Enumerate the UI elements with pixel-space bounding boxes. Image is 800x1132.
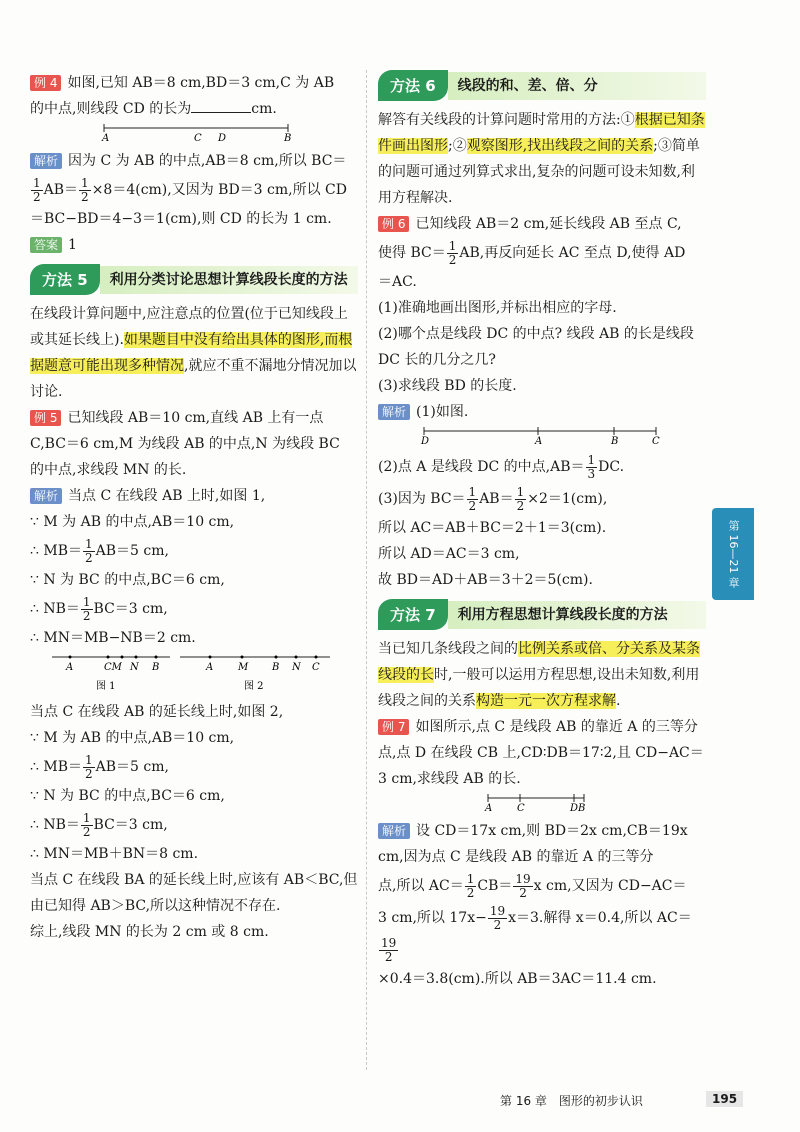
example-7-question: 例 7 如图所示,点 C 是线段 AB 的靠近 A 的三等分点,点 D 在线段 CB 上,CD∶DB＝17∶2,且 CD−AC＝3 cm,求线段 AB 的长.: [378, 719, 704, 787]
example-6-question: 例 6 已知线段 AB＝2 cm,延长线段 AB 至点 C,: [378, 211, 706, 237]
svg-text:B: B: [152, 662, 160, 673]
svg-text:A: A: [485, 803, 493, 814]
svg-text:A: A: [535, 436, 543, 447]
example-4-question: 例 4 如图,已知 AB＝8 cm,BD＝3 cm,C 为 AB: [30, 70, 358, 96]
method-7-text: 当已知几条线段之间的比例关系或倍、分关系及某条线段的长时,一般可以运用方程思想,设出未知数,利用线段之间的关系构造一元一次方程求解.: [378, 641, 700, 709]
method-5-header: [30, 264, 358, 295]
answer-blank: [191, 98, 251, 113]
method-title: 利用分类讨论思想计算线段长度的方法: [100, 266, 358, 294]
svg-text:A: A: [66, 662, 74, 673]
method-badge: 方法 5: [30, 264, 100, 295]
point-label: A: [102, 133, 110, 144]
chapter-side-tab: 第 16—21 章: [712, 508, 754, 600]
svg-text:图 2: 图 2: [244, 681, 264, 692]
svg-text:C: C: [312, 662, 320, 673]
fraction: $\frac{1}{2}$: [33, 175, 41, 204]
method-6-header: 方法 6 线段的和、差、倍、分: [378, 70, 706, 101]
chapter-footer: 第 16 章 图形的初步认识: [500, 1094, 643, 1108]
svg-text:D: D: [421, 436, 430, 447]
fraction: $\frac{1}{2}$: [81, 175, 89, 204]
figure-ex6: [378, 425, 706, 447]
svg-text:B: B: [611, 436, 619, 447]
svg-text:M: M: [238, 662, 249, 673]
point-label: C: [194, 133, 202, 144]
point-label: D: [218, 133, 227, 144]
example-5-question: 例 5 已知线段 AB＝10 cm,直线 AB 上有一点 C,BC＝6 cm,M 为线段 AB 的中点,N 为线段 BC 的中点,求线段 MN 的长.: [30, 410, 340, 478]
method-7-header: 方法 7 利用方程思想计算线段长度的方法: [378, 599, 706, 630]
right-column: 方法 6 线段的和、差、倍、分 解答有关线段的计算问题时常用的方法:①根据已知条件画出图形;②观察图形,找出线段之间的关系;③简单的问题可通过列算式求出,复杂的问题可设未知数,利用方程解决. 例 6 已知线段 AB＝2 cm,延长线段 AB 至点 C, 使得 BC＝ $\frac{1}{2}$ AB,再反向延长 AC 至点 D,使得 AD ＝AC. (1)准确地画出图形,并标出相应的字母. (2)哪个点是线段 DC 的中点? 线段 AB 的长是线段 DC 长的几分之几? (3)求线段 BD 的长度. 解析 (1)如图. D A B C (2)点 A 是线段 DC 的中点,AB＝ $\frac{1}{3}$ DC. (3)因为 BC＝ $\frac{1}{2}$ AB＝ $\frac{1}{2}$ ×2＝1(cm), 所以 AC＝AB＋BC＝2＋1＝3(cm). 所以 AD＝AC＝3 cm, 故 BD＝AD＋AB＝3＋2＝5(cm). 方法 7 利用方程思想计算线段长度的方法 当已知几条线段之间的比例关系或倍、分关系及某条线段的长时,一般可以运用方程思想,设出未知数,利用线段之间的关系构造一元一次方程求解. 例 7 如图所示,点 C 是线段 AB 的靠近 A 的三等分点,点 D 在线段 CB 上,CD∶DB＝17∶2,且 CD−AC＝3 cm,求线段 AB 的长. A C DB 解析 设 CD＝17x cm,则 BD＝2x cm,CB＝19x cm,因为点 C 是线段 AB 的靠近 A 的三等分 点,所以 AC＝ $\frac{1}{2}$ CB＝ $\frac{19}{2}$ x cm,又因为 CD−AC＝ 3 cm,所以 17x− $\frac{19}{2}$ x＝3.解得 x＝0.4,所以 AC＝ $\frac{19}{2}$ ×0.4＝3.8(cm).所以 AB＝3AC＝11.4 cm.: [378, 70, 706, 992]
svg-text:N: N: [292, 662, 301, 673]
svg-text:B: B: [272, 662, 280, 673]
method-5-text: 在线段计算问题中,应注意点的位置(位于已知线段上或其延长线上).如果题目中没有给出具体的图形,而根据题意可能出现多种情况,就应不重不漏地分情况加以讨论.: [30, 306, 357, 400]
figures-ex5: [30, 651, 358, 695]
svg-text:A: A: [206, 662, 214, 673]
svg-text:C: C: [517, 803, 525, 814]
svg-text:图 1: 图 1: [96, 681, 116, 692]
page-number: 195: [706, 1091, 743, 1107]
answer-tag: 答案: [30, 237, 62, 253]
example-tag: 例 4: [30, 75, 61, 91]
column-divider: [366, 70, 367, 1070]
point-label: B: [284, 133, 292, 144]
figure-ex7: [378, 792, 706, 814]
left-column: 例 4 如图,已知 AB＝8 cm,BD＝3 cm,C 为 AB 的中点,则线段 CD 的长为 cm. A C D B 解析 因为 C 为 AB 的中点,AB＝8 cm,所以 BC＝ $\frac{1}{2}$ AB＝ $\frac{1}{2}$ ×8＝4(cm),又因为 BD＝3 cm,所以 CD ＝BC−BD＝4−3＝1(cm),则 CD 的长为 1 cm. 答案 1 方法 5 利用分类讨论思想计算线段长度的方法 在线段计算问题中,应注意点的位置(位于已知线段上或其延长线上).如果题目中没有给出具体的图形,而根据题意可能出现多种情况,就应不重不漏地分情况加以讨论. 例 5 已知线段 AB＝10 cm,直线 AB 上有一点 C,BC＝6 cm,M 为线段 AB 的中点,N 为线段 BC 的中点,求线段 MN 的长. 解析 当点 C 在线段 AB 上时,如图 1, ∵ M 为 AB 的中点,AB＝10 cm, ∴ MB＝ $\frac{1}{2}$ AB＝5 cm, ∵ N 为 BC 的中点,BC＝6 cm, ∴ NB＝ $\frac{1}{2}$ BC＝3 cm, ∴ MN＝MB−NB＝2 cm. A CM N B 图 1 A M B N C 图 2 当点 C 在线段 AB 的延长线上时,如图 2, ∵ M 为 AB 的中点,AB＝10 cm, ∴ MB＝ $\frac{1}{2}$ AB＝5 cm, ∵ N 为 BC 的中点,BC＝6 cm, ∴ NB＝ $\frac{1}{2}$ BC＝3 cm, ∴ MN＝MB＋BN＝8 cm. 当点 C 在线段 BA 的延长线上时,应该有 AB＜BC,但由已知得 AB＞BC,所以这种情况不存在. 综上,线段 MN 的长为 2 cm 或 8 cm.: [30, 70, 358, 945]
analysis-tag: 解析: [30, 153, 62, 169]
svg-text:N: N: [130, 662, 139, 673]
svg-text:CM: CM: [104, 662, 122, 673]
method-6-text: 解答有关线段的计算问题时常用的方法:①根据已知条件画出图形;②观察图形,找出线段之间的关系;③简单的问题可通过列算式求出,复杂的问题可设未知数,利用方程解决.: [378, 112, 705, 206]
figure-ex4: [30, 122, 358, 144]
svg-text:DB: DB: [570, 803, 586, 814]
svg-text:C: C: [652, 436, 660, 447]
